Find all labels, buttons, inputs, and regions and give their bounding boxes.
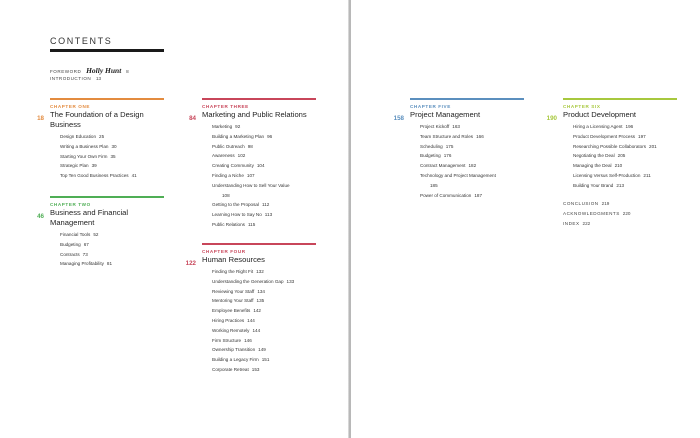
section-page: 39: [91, 163, 97, 169]
chapter-rule: [202, 243, 316, 245]
foreword-label: FOREWORD: [50, 69, 82, 74]
section-entry[interactable]: [212, 161, 316, 171]
chapter-label: CHAPTER SIX: [563, 104, 601, 109]
section-entry[interactable]: [212, 365, 316, 375]
section-title: Contracts: [60, 251, 80, 257]
introduction-entry[interactable]: [50, 76, 101, 81]
acknowledgments-page: 220: [622, 211, 631, 216]
section-entry[interactable]: [212, 220, 316, 230]
section-title: Negotiating the Deal: [573, 153, 615, 159]
chapter-title: The Foundation of a Design: [50, 110, 144, 119]
index-entry[interactable]: [563, 221, 590, 226]
chapter-rule: [410, 98, 524, 100]
section-title: Hiring Practices: [212, 317, 245, 323]
chapter-page-number: 190: [546, 115, 557, 122]
section-title: Employee Benefits: [212, 308, 251, 314]
foreword-entry[interactable]: [50, 66, 129, 75]
chapter-rule: [50, 196, 164, 198]
section-entry[interactable]: [420, 151, 524, 161]
section-title: Firm Structure: [212, 337, 242, 343]
section-title: Ownership Transition: [212, 347, 256, 353]
chapter-five[interactable]: [393, 98, 524, 200]
chapter-title: Human Resources: [202, 255, 265, 264]
section-page: 104: [256, 163, 265, 169]
right-page: [351, 0, 700, 438]
section-page: 133: [286, 278, 295, 284]
section-page: 166: [476, 133, 484, 139]
section-page: 73: [82, 251, 88, 257]
chapter-title: Business: [50, 120, 81, 129]
section-title: Building Your Brand: [573, 182, 614, 188]
section-page: 92: [235, 124, 241, 129]
section-title: 185: [430, 182, 438, 188]
section-entry[interactable]: [212, 151, 316, 161]
chapter-rule: [563, 98, 677, 100]
section-page: 196: [625, 124, 634, 129]
section-title: Managing Profitability: [60, 261, 104, 267]
section-entry[interactable]: [60, 142, 164, 152]
section-entry[interactable]: [212, 345, 316, 355]
section-title: Project Kickoff: [420, 124, 450, 129]
section-page: 98: [247, 143, 253, 149]
section-title: Understanding the Generation Gap: [212, 278, 284, 284]
section-entry[interactable]: [420, 171, 524, 181]
chapter-section-list: [60, 230, 164, 269]
section-title: Public Outreach: [212, 143, 245, 149]
section-title: Building a Marketing Plan: [212, 133, 265, 139]
chapter-rule: [50, 98, 164, 100]
section-entry[interactable]: [60, 250, 164, 260]
section-entry[interactable]: [573, 171, 677, 181]
chapter-page-number: 122: [185, 260, 196, 267]
section-entry[interactable]: [60, 240, 164, 250]
section-page: 67: [83, 241, 89, 247]
introduction-label: INTRODUCTION: [50, 76, 92, 81]
section-entry[interactable]: [212, 267, 316, 277]
section-page: 153: [251, 366, 260, 372]
section-page: 144: [252, 327, 261, 333]
section-title: Scheduling: [420, 143, 443, 149]
section-entry[interactable]: [60, 161, 164, 171]
acknowledgments-entry[interactable]: [563, 211, 630, 216]
section-entry[interactable]: [212, 355, 316, 365]
chapter-title: Business and Financial: [50, 208, 129, 217]
section-page: 197: [638, 133, 646, 139]
foreword-author: Holly Hunt: [86, 66, 122, 75]
section-entry[interactable]: [212, 122, 316, 132]
section-entry[interactable]: [573, 161, 677, 171]
chapter-two[interactable]: [37, 196, 164, 269]
section-entry[interactable]: [212, 316, 316, 326]
chapter-section-list: [212, 267, 316, 375]
chapter-label: CHAPTER FOUR: [202, 249, 246, 254]
section-entry[interactable]: [212, 326, 316, 336]
section-page: 112: [262, 202, 270, 208]
section-entry[interactable]: [60, 230, 164, 240]
section-entry[interactable]: [212, 210, 316, 220]
section-entry[interactable]: [212, 132, 316, 142]
section-page: 30: [111, 143, 117, 149]
section-page: 25: [99, 134, 105, 139]
contents-rule: [50, 49, 164, 52]
section-title: Managing the Deal: [573, 163, 612, 169]
section-title: Finding a Niche: [212, 172, 244, 178]
section-title: 108: [222, 192, 230, 198]
section-page: 149: [258, 347, 266, 353]
section-page: 102: [237, 153, 246, 159]
section-page: 210: [614, 163, 623, 169]
section-entry[interactable]: [212, 142, 316, 152]
section-entry[interactable]: [212, 296, 316, 306]
chapter-title: Project Management: [410, 110, 481, 119]
section-entry[interactable]: [420, 181, 524, 191]
section-title: Design Education: [60, 134, 97, 139]
chapter-label: CHAPTER ONE: [50, 104, 91, 109]
section-title: Understanding How to Sell Your Value: [212, 182, 290, 188]
chapter-label: CHAPTER THREE: [202, 104, 249, 109]
index-page: 222: [582, 221, 591, 226]
section-page: 146: [244, 337, 252, 343]
section-page: 205: [617, 153, 626, 159]
chapter-section-list: [420, 122, 524, 200]
section-entry[interactable]: [420, 161, 524, 171]
section-title: Budgeting: [60, 241, 81, 247]
section-page: 144: [247, 317, 255, 323]
section-page: 213: [616, 182, 625, 188]
introduction-page: 13: [96, 76, 102, 81]
section-title: Contract Management: [420, 163, 466, 169]
section-title: Building a Legacy Firm: [212, 357, 259, 363]
section-page: 187: [474, 192, 482, 198]
section-page: 163: [452, 124, 460, 129]
chapter-title: Product Development: [563, 110, 637, 119]
section-title: Awareness: [212, 153, 235, 159]
section-page: 115: [247, 221, 256, 227]
chapter-label: CHAPTER FIVE: [410, 104, 451, 109]
chapter-section-list: [573, 122, 677, 191]
section-title: Working Remotely: [212, 327, 250, 333]
section-entry[interactable]: [573, 132, 677, 142]
section-title: Creating Community: [212, 163, 254, 169]
section-entry[interactable]: [573, 151, 677, 161]
chapter-page-number: 84: [189, 115, 196, 122]
chapter-title: Management: [50, 218, 95, 227]
chapter-rule: [202, 98, 316, 100]
section-title: Strategic Plan: [60, 163, 89, 169]
section-title: Financial Tools: [60, 232, 91, 237]
section-entry[interactable]: [212, 171, 316, 181]
acknowledgments-label: ACKNOWLEDGMENTS: [563, 211, 620, 216]
section-title: Corporate Retreat: [212, 366, 249, 372]
chapter-title: Marketing and Public Relations: [202, 110, 307, 119]
section-entry[interactable]: [212, 287, 316, 297]
section-entry[interactable]: [420, 122, 524, 132]
section-title: Starting Your Own Firm: [60, 153, 108, 159]
section-entry[interactable]: [420, 191, 524, 201]
section-page: 142: [253, 308, 261, 314]
section-page: 151: [261, 357, 270, 363]
section-entry[interactable]: [212, 306, 316, 316]
section-page: 201: [649, 143, 657, 149]
conclusion-entry[interactable]: [563, 201, 609, 206]
chapter-section-list: [212, 122, 316, 230]
section-title: Public Relations: [212, 221, 245, 227]
section-title: Product Development Process: [573, 133, 636, 139]
section-entry[interactable]: [60, 259, 164, 269]
section-page: 175: [445, 143, 454, 149]
section-title: Finding the Right Fit: [212, 269, 254, 274]
section-entry[interactable]: [60, 171, 164, 181]
chapter-six[interactable]: [546, 98, 677, 191]
section-page: 182: [468, 163, 477, 169]
section-title: Team Structure and Roles: [420, 133, 474, 139]
index-label: INDEX: [563, 221, 580, 226]
section-page: 113: [264, 212, 273, 218]
section-title: Power of Communication: [420, 192, 472, 198]
section-entry[interactable]: [420, 142, 524, 152]
section-page: 132: [256, 269, 264, 274]
section-entry[interactable]: [212, 191, 316, 201]
section-entry[interactable]: [60, 152, 164, 162]
section-page: 81: [106, 261, 113, 267]
section-title: Reviewing Your Staff: [212, 288, 255, 294]
section-entry[interactable]: [573, 181, 677, 191]
section-title: Hiring a Licensing Agent: [573, 124, 623, 129]
contents-heading: CONTENTS: [50, 36, 113, 46]
section-entry[interactable]: [212, 181, 316, 191]
chapter-section-list: [60, 132, 164, 181]
chapter-four[interactable]: [185, 243, 316, 375]
section-title: Licensing Versus Self-Production: [573, 172, 641, 178]
section-entry[interactable]: [212, 277, 316, 287]
section-entry[interactable]: [420, 132, 524, 142]
chapter-page-number: 18: [37, 115, 44, 122]
section-entry[interactable]: [573, 142, 677, 152]
section-title: Budgeting: [420, 153, 441, 159]
section-page: 107: [246, 172, 255, 178]
chapter-one[interactable]: [37, 98, 164, 181]
section-entry[interactable]: [212, 336, 316, 346]
section-page: 176: [443, 153, 452, 159]
conclusion-label: CONCLUSION: [563, 201, 599, 206]
section-entry[interactable]: [212, 200, 316, 210]
section-title: Learning How to Say No: [212, 212, 262, 218]
chapter-page-number: 158: [393, 115, 404, 122]
section-page: 135: [256, 298, 265, 304]
section-title: Top Ten Good Business Practices: [60, 173, 129, 179]
chapter-page-number: 46: [37, 213, 44, 220]
section-page: 41: [131, 173, 137, 179]
section-title: Technology and Project Management: [420, 172, 496, 178]
section-title: Mentoring Your Staff: [212, 298, 254, 304]
section-page: 134: [257, 288, 265, 294]
section-title: Marketing: [212, 124, 233, 129]
section-page: 35: [110, 153, 116, 159]
section-title: Researching Possible Collaborators: [573, 143, 647, 149]
conclusion-page: 219: [601, 201, 610, 206]
section-entry[interactable]: [573, 122, 677, 132]
section-page: 211: [643, 172, 651, 178]
chapter-three[interactable]: [189, 98, 316, 230]
chapter-label: CHAPTER TWO: [50, 202, 91, 207]
section-page: 52: [93, 232, 99, 237]
section-title: Writing a Business Plan: [60, 143, 109, 149]
section-title: Getting to the Proposal: [212, 202, 259, 208]
section-page: 96: [267, 133, 273, 139]
foreword-page: 8: [126, 69, 129, 74]
section-entry[interactable]: [60, 132, 164, 142]
